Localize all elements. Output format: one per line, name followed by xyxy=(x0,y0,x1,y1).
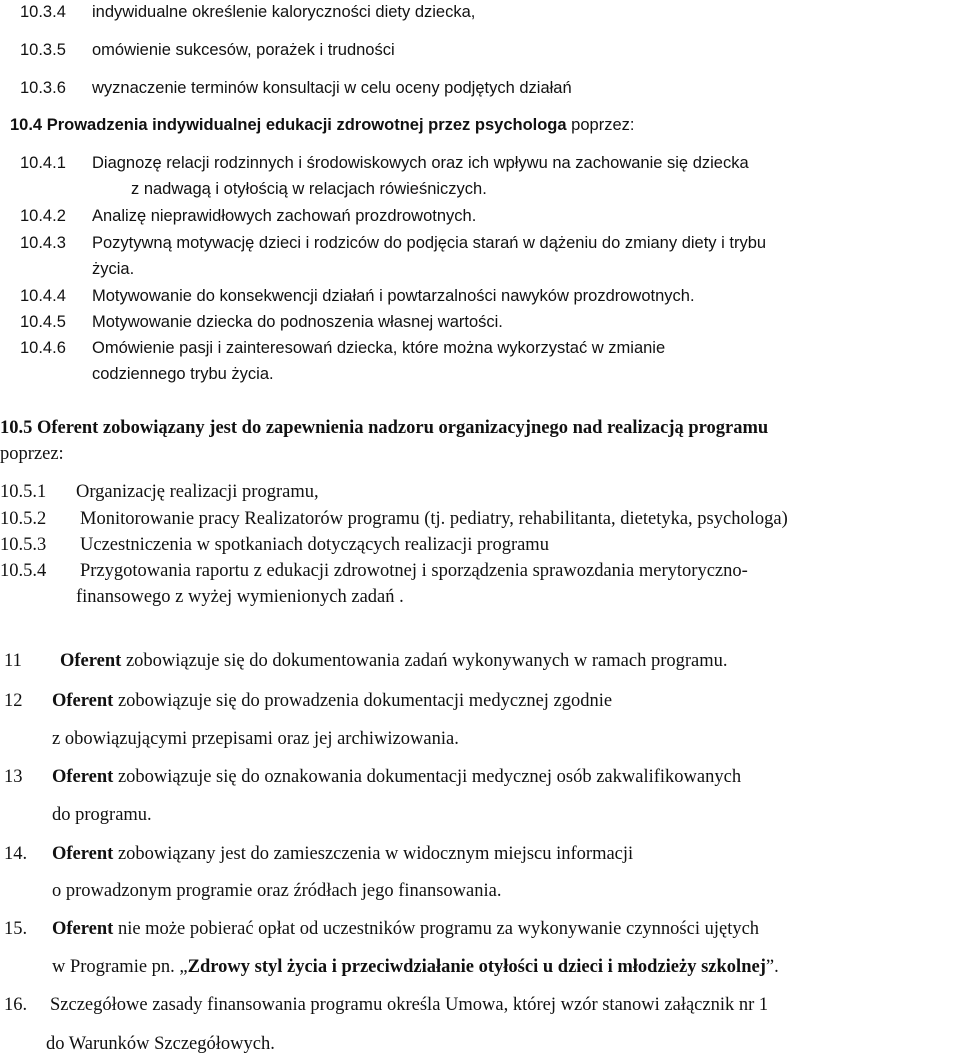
list-item xyxy=(0,562,748,581)
item-text: Pozytywną motywację dzieci i rodziców do podjęcia starań w dążeniu do zmiany diety i trybu xyxy=(92,234,767,252)
item-number: 10.4.4 xyxy=(20,287,66,305)
list-item xyxy=(20,208,476,225)
numbered-point xyxy=(4,845,633,864)
item-number: 10.4.5 xyxy=(20,313,66,331)
section-title-tail: poprzez: xyxy=(571,116,635,134)
item-number: 10.5.4 xyxy=(0,561,47,581)
list-item xyxy=(20,314,503,331)
point-number: 11 xyxy=(4,651,22,671)
item-text: omówienie sukcesów, porażek i trudności xyxy=(92,41,395,59)
section-title: Prowadzenia indywidualnej edukacji zdrowotnej przez psychologa xyxy=(46,116,567,134)
numbered-point xyxy=(4,768,741,787)
point-text-suffix: ”. xyxy=(765,957,779,977)
point-number: 12 xyxy=(4,691,23,711)
item-number: 10.5.1 xyxy=(0,482,47,502)
point-text-prefix: w Programie pn. „ xyxy=(52,957,188,977)
point-text: Szczegółowe zasady finansowania programu określa Umowa, której wzór stanowi załącznik nr 1 xyxy=(50,995,769,1015)
point-text-continuation: o prowadzonym programie oraz źródłach jego finansowania. xyxy=(52,881,502,901)
numbered-point xyxy=(4,920,759,939)
point-number: 14. xyxy=(4,844,28,864)
point-text-continuation xyxy=(52,958,779,977)
item-number: 10.4.2 xyxy=(20,207,66,225)
list-item xyxy=(0,536,549,555)
point-subject: Oferent xyxy=(52,844,114,864)
point-text-continuation: do programu. xyxy=(52,805,152,825)
list-item xyxy=(20,235,766,252)
item-number: 10.4.1 xyxy=(20,154,66,172)
point-number: 13 xyxy=(4,767,23,787)
list-item xyxy=(0,483,319,502)
item-text-continuation: finansowego z wyżej wymienionych zadań . xyxy=(76,587,404,607)
point-text: zobowiązany jest do zamieszczenia w widocznym miejscu informacji xyxy=(117,844,634,864)
point-text-continuation: do Warunków Szczegółowych. xyxy=(46,1034,275,1054)
point-subject: Oferent xyxy=(52,919,114,939)
point-number: 15. xyxy=(4,919,28,939)
item-number: 10.3.6 xyxy=(20,79,66,97)
numbered-point xyxy=(4,692,612,711)
item-text: Diagnozę relacji rodzinnych i środowiskowych oraz ich wpływu na zachowanie się dziecka xyxy=(92,154,749,172)
item-text: Analizę nieprawidłowych zachowań prozdrowotnych. xyxy=(92,207,477,225)
section-heading xyxy=(0,419,768,438)
point-text: zobowiązuje się do dokumentowania zadań wykonywanych w ramach programu. xyxy=(125,651,728,671)
numbered-point xyxy=(4,652,728,671)
point-subject: Oferent xyxy=(52,691,114,711)
item-number: 10.3.5 xyxy=(20,41,66,59)
item-text: Uczestniczenia w spotkaniach dotyczących realizacji programu xyxy=(80,535,549,555)
item-text-continuation: z nadwagą i otyłością w relacjach rówieśniczych. xyxy=(131,180,487,198)
item-number: 10.4.3 xyxy=(20,234,66,252)
numbered-point xyxy=(4,996,768,1015)
item-text-continuation: codziennego trybu życia. xyxy=(92,365,274,383)
item-number: 10.4.6 xyxy=(20,339,66,357)
program-name: Zdrowy styl życia i przeciwdziałanie otyłości u dzieci i młodzieży szkolnej xyxy=(187,957,766,977)
list-item xyxy=(20,80,572,97)
item-text: Motywowanie dziecka do podnoszenia własnej wartości. xyxy=(92,313,503,331)
item-text: Monitorowanie pracy Realizatorów programu (tj. pediatry, rehabilitanta, dietetyka, psychologa) xyxy=(80,509,788,529)
section-heading xyxy=(10,117,634,134)
section-title: Oferent zobowiązany jest do zapewnienia nadzoru organizacyjnego nad realizacją programu xyxy=(37,418,769,438)
list-item xyxy=(0,510,788,529)
point-number: 16. xyxy=(4,995,28,1015)
section-number: 10.5 xyxy=(0,418,33,438)
list-item xyxy=(20,155,749,172)
item-text: Przygotowania raportu z edukacji zdrowotnej i sporządzenia sprawozdania merytoryczno- xyxy=(80,561,748,581)
item-number: 10.3.4 xyxy=(20,3,66,21)
item-text: wyznaczenie terminów konsultacji w celu oceny podjętych działań xyxy=(92,79,572,97)
item-text-continuation: życia. xyxy=(92,260,135,278)
item-number: 10.5.3 xyxy=(0,535,47,555)
item-text: Organizację realizacji programu, xyxy=(76,482,319,502)
item-number: 10.5.2 xyxy=(0,509,47,529)
list-item xyxy=(20,42,395,59)
list-item xyxy=(20,288,695,305)
item-text: indywidualne określenie kaloryczności diety dziecka, xyxy=(92,3,476,21)
point-text: zobowiązuje się do oznakowania dokumentacji medycznej osób zakwalifikowanych xyxy=(117,767,742,787)
item-text: Omówienie pasji i zainteresowań dziecka, które można wykorzystać w zmianie xyxy=(92,339,666,357)
point-text: nie może pobierać opłat od uczestników programu za wykonywanie czynności ujętych xyxy=(117,919,760,939)
list-item xyxy=(20,340,665,357)
section-number: 10.4 xyxy=(10,116,43,134)
list-item xyxy=(20,4,475,21)
point-text: zobowiązuje się do prowadzenia dokumentacji medycznej zgodnie xyxy=(117,691,613,711)
point-subject: Oferent xyxy=(60,651,122,671)
point-text-continuation: z obowiązującymi przepisami oraz jej archiwizowania. xyxy=(52,729,459,749)
point-subject: Oferent xyxy=(52,767,114,787)
item-text: Motywowanie do konsekwencji działań i powtarzalności nawyków prozdrowotnych. xyxy=(92,287,695,305)
section-title-tail: poprzez: xyxy=(0,444,64,464)
